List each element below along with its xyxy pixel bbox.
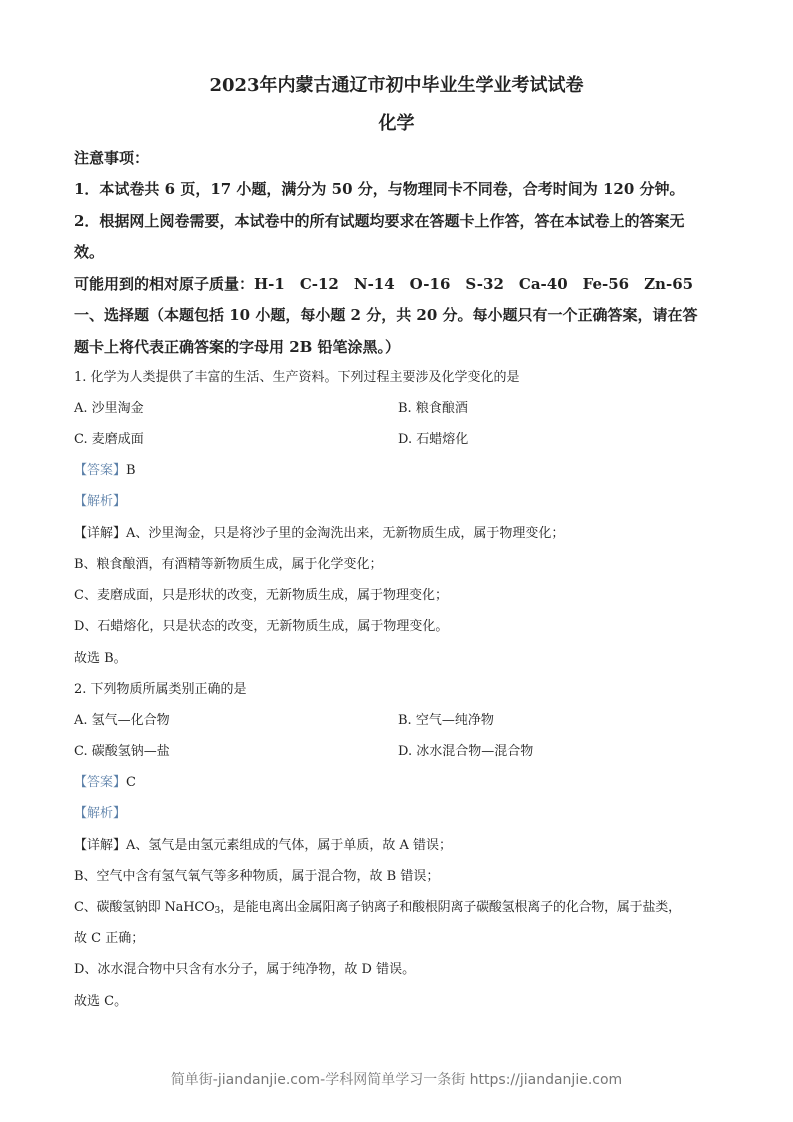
detail-text-part: ，是能电离出金属阳离子钠离子和酸根阴离子碳酸氢根离子的化合物，属于盐类， [220, 900, 681, 915]
detail-text [74, 898, 681, 918]
q1-detail [74, 524, 564, 544]
detail-text: 故选 C。 [74, 994, 128, 1009]
note-item: 效。 [74, 243, 105, 261]
detail-text: 故选 B。 [74, 651, 127, 666]
section-heading: 一、选择题（本题包括 10 小题，每小题 2 分，共 20 分。每小题只有一个正确答案，请在答 [74, 306, 698, 324]
detail-text: D、石蜡熔化，只是状态的改变，无新物质生成，属于物理变化。 [74, 619, 449, 634]
exam-title: 2023年内蒙古通辽市初中毕业生学业考试试卷 [209, 75, 584, 96]
q2-answer [74, 773, 136, 793]
q2-option-d: D. 冰水混合物—混合物 [398, 744, 534, 759]
detail-text-part: C、碳酸氢钠即 NaHCO [74, 900, 215, 915]
q1-option-d: D. 石蜡熔化 [398, 432, 469, 447]
answer-value: C [126, 775, 136, 790]
q1-answer [74, 461, 136, 481]
note-item: 1．本试卷共 6 页，17 小题，满分为 50 分，与物理同卡不同卷，合考时间为 120 分钟。 [74, 180, 685, 198]
detail-text: B、空气中含有氢气氧气等多种物质，属于混合物，故 B 错误； [74, 869, 440, 884]
q2-detail [74, 836, 452, 856]
analysis-tag: 【解析】 [74, 494, 127, 509]
note-item: 2．根据网上阅卷需要，本试卷中的所有试题均要求在答题卡上作答，答在本试卷上的答案无 [74, 212, 685, 230]
detail-text: A、沙里淘金，只是将沙子里的金淘洗出来，无新物质生成，属于物理变化； [126, 526, 565, 541]
footer-watermark: 简单街-jiandanjie.com-学科网简单学习一条街 https://jiandanjie.com [170, 1072, 623, 1088]
analysis-tag: 【解析】 [74, 806, 127, 821]
answer-tag: 【答案】 [74, 775, 127, 790]
q2-option-a: A. 氢气—化合物 [74, 713, 170, 728]
section-heading: 题卡上将代表正确答案的字母用 2B 铅笔涂黑。） [74, 338, 401, 356]
answer-tag: 【答案】 [74, 463, 127, 478]
detail-text: A、氢气是由氢元素组成的气体，属于单质，故 A 错误； [126, 838, 453, 853]
detail-tag: 【详解】 [74, 526, 127, 541]
detail-text: B、粮食酿酒，有酒精等新物质生成，属于化学变化； [74, 557, 383, 572]
q1-option-c: C. 麦磨成面 [74, 432, 144, 447]
detail-text: 故 C 正确； [74, 931, 145, 946]
q2-option-c: C. 碳酸氢钠—盐 [74, 744, 170, 759]
answer-value: B [126, 463, 136, 478]
question-1-stem: 1. 化学为人类提供了丰富的生活、生产资料。下列过程主要涉及化学变化的是 [74, 370, 520, 385]
question-2-stem: 2. 下列物质所属类别正确的是 [74, 682, 247, 697]
detail-text: C、麦磨成面，只是形状的改变，无新物质生成，属于物理变化； [74, 588, 448, 603]
subscript: 3 [214, 906, 221, 916]
detail-text: D、冰水混合物中只含有水分子，属于纯净物，故 D 错误。 [74, 962, 416, 977]
q1-option-a: A. 沙里淘金 [74, 401, 144, 416]
subject-title: 化学 [378, 113, 415, 134]
detail-tag: 【详解】 [74, 838, 127, 853]
notes-heading: 注意事项： [74, 149, 150, 167]
q1-option-b: B. 粮食酿酒 [398, 401, 468, 416]
q2-option-b: B. 空气—纯净物 [398, 713, 494, 728]
atomic-masses: 可能用到的相对原子质量：H-1 C-12 N-14 O-16 S-32 Ca-40 Fe-56 Zn-65 [74, 275, 694, 293]
